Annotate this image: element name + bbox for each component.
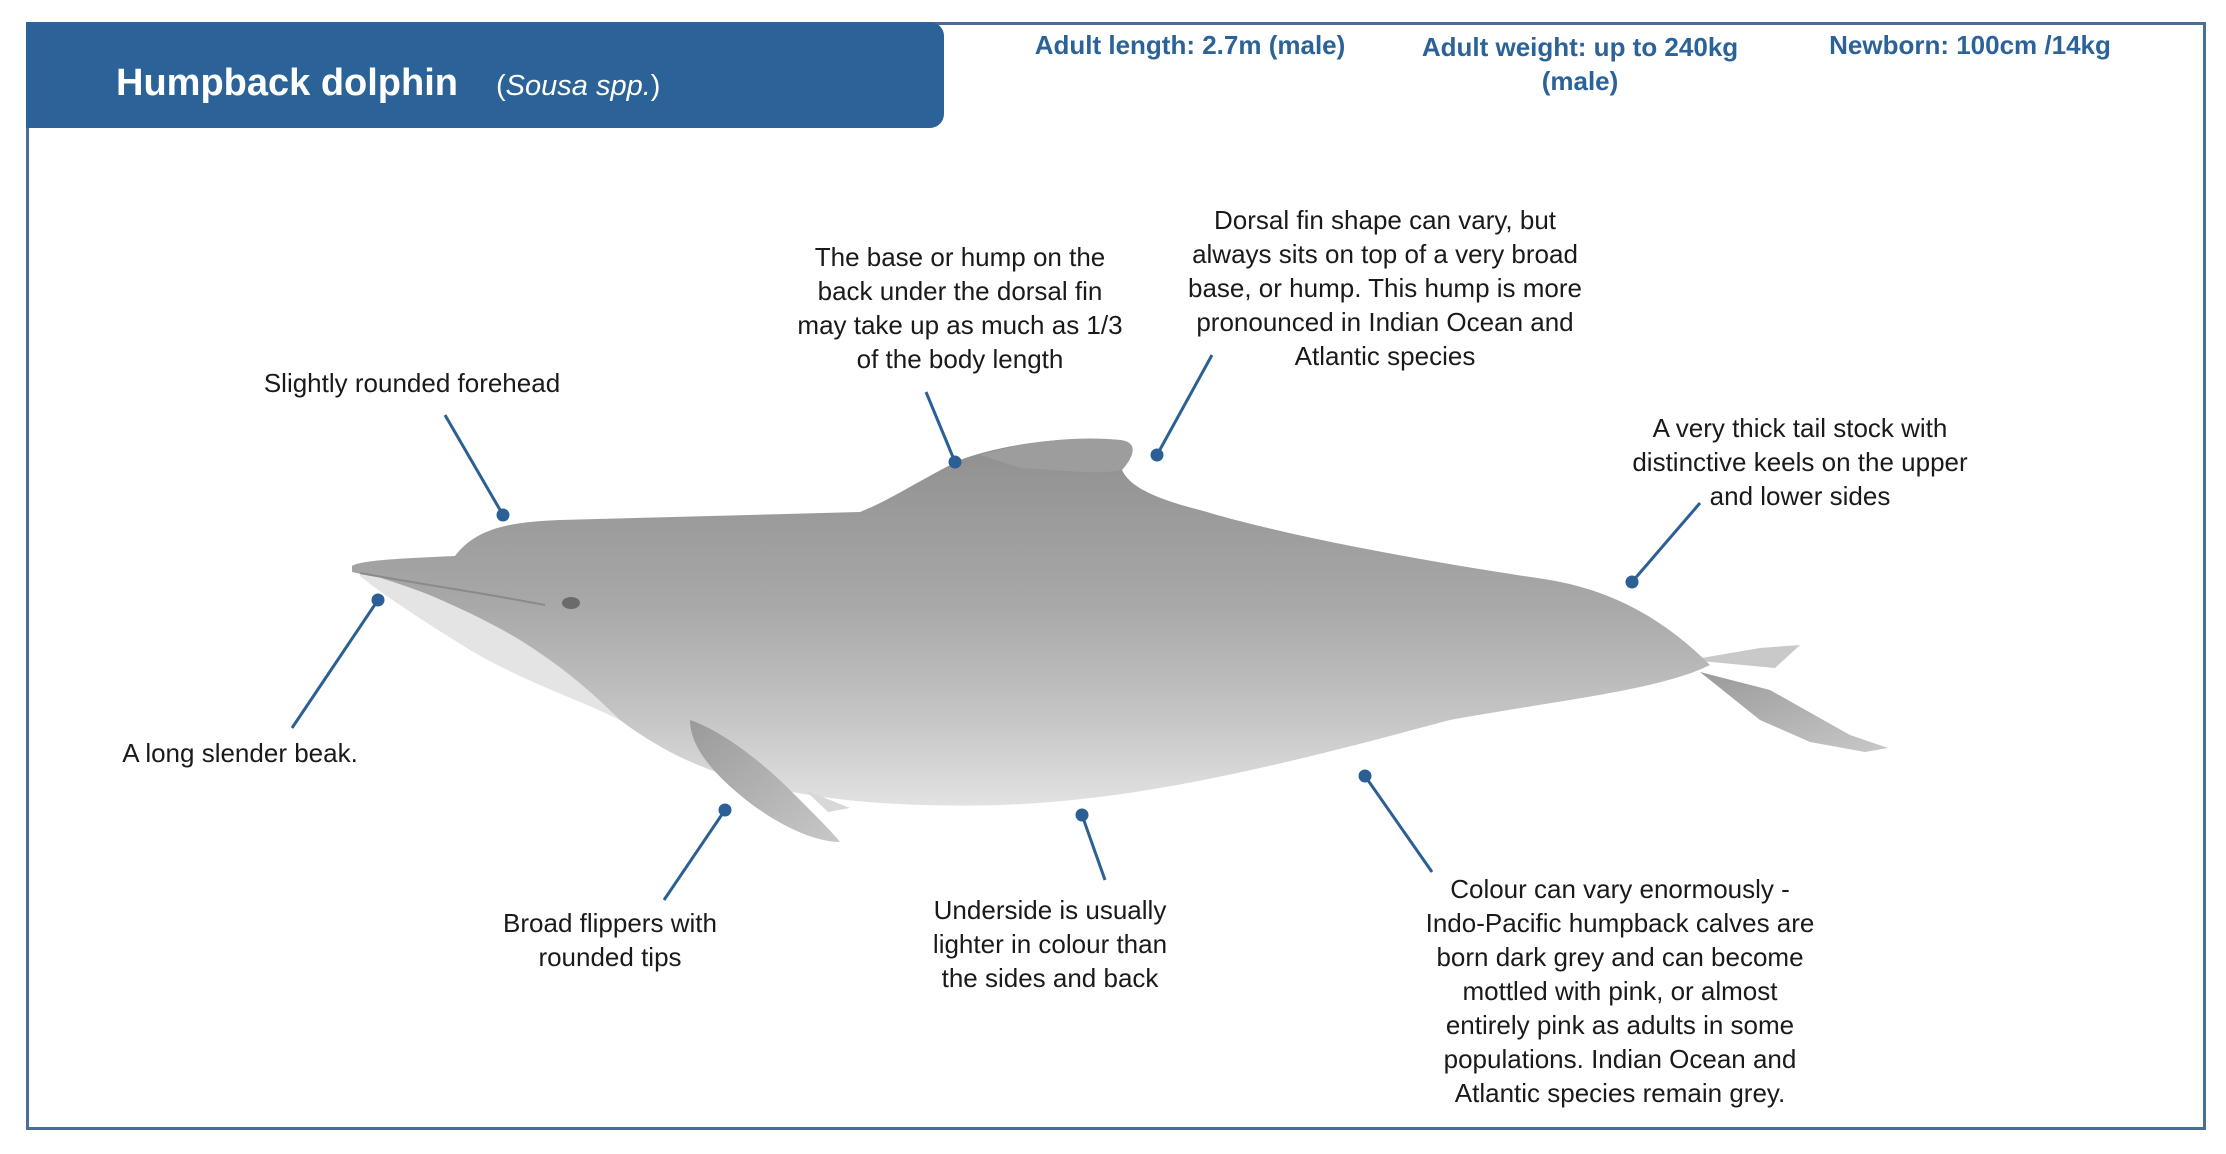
leader-flippers-dot [720, 805, 730, 815]
adult-weight-stat: Adult weight: up to 240kg (male) [1421, 32, 1739, 96]
annotation-beak: A long slender beak. [122, 738, 358, 768]
common-name: Humpback dolphin [116, 62, 458, 104]
annotation-forehead: Slightly rounded forehead [263, 368, 561, 398]
leader-hump-dot [950, 457, 960, 467]
leader-hump [926, 392, 955, 462]
leader-forehead-dot [498, 510, 508, 520]
annotation-dorsal-fin: Dorsal fin shape can vary, but always sits on top of a very broad base, or hump. This hump is more pronounced in Indian Ocean and Atlantic species [1187, 205, 1583, 371]
leader-forehead [445, 415, 503, 515]
leader-flippers [664, 810, 725, 900]
leader-tail-stock-dot [1627, 577, 1637, 587]
adult-length-stat: Adult length: 2.7m (male) [1034, 30, 1346, 60]
leader-dorsal-fin-dot [1152, 450, 1162, 460]
annotation-hump: The base or hump on the back under the dorsal fin may take up as much as 1/3 of the body length [797, 242, 1123, 374]
leader-underside-dot [1077, 810, 1087, 820]
leader-colour [1365, 776, 1432, 872]
leader-colour-dot [1360, 771, 1370, 781]
annotation-flippers: Broad flippers with rounded tips [503, 908, 717, 972]
leader-beak-dot [373, 595, 383, 605]
leader-tail-stock [1632, 503, 1700, 582]
newborn-stat: Newborn: 100cm /14kg [1829, 30, 2111, 60]
annotation-colour: Colour can vary enormously - Indo-Pacific humpback calves are born dark grey and can become mottled with pink, or almost entirely pink as adults in some populations. Indian Ocean and Atlantic species remain grey. [1425, 874, 1815, 1108]
annotation-underside: Underside is usually lighter in colour than the sides and back [932, 895, 1168, 993]
leader-beak [292, 600, 378, 728]
annotation-tail-stock: A very thick tail stock with distinctive keels on the upper and lower sides [1632, 413, 1968, 511]
scientific-name: (Sousa spp.) [496, 70, 661, 102]
leader-underside [1082, 815, 1105, 880]
